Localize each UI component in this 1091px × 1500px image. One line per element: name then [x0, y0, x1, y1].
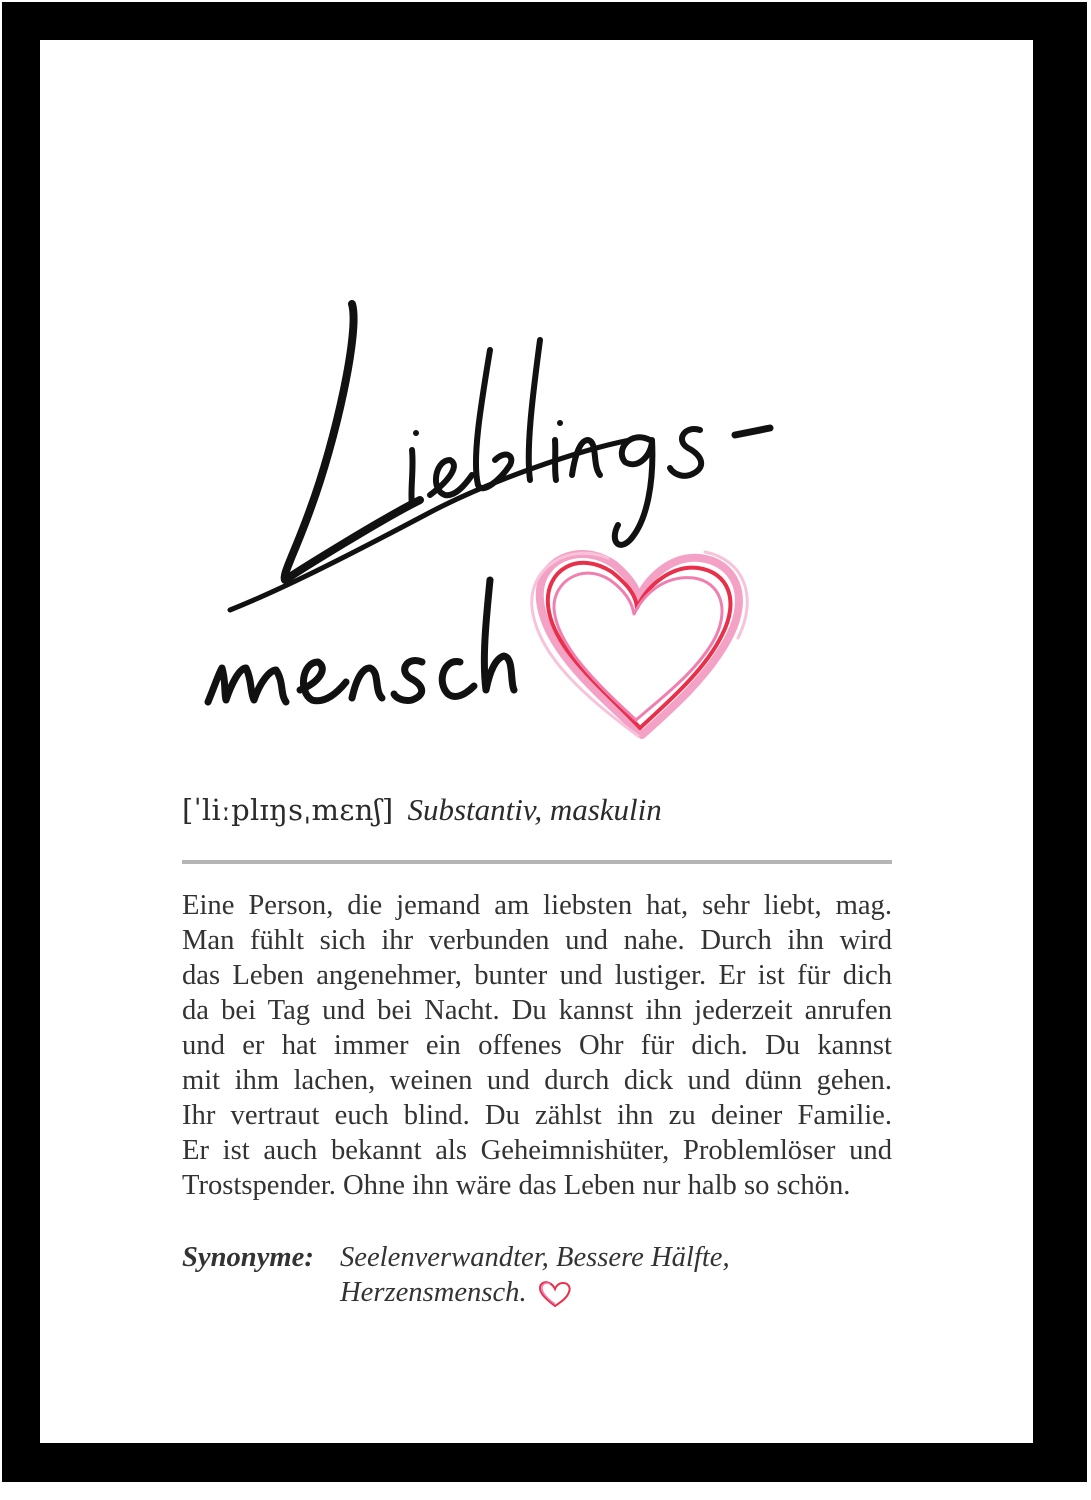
synonyms-line: Herzensmensch. — [340, 1277, 527, 1308]
definition-text — [182, 888, 892, 1203]
definition-line: Ihr vertraut euch blind. Du zählst ihn zu deiner Familie. — [182, 1100, 892, 1131]
definition-line: da bei Tag und bei Nacht. Du kannst ihn jederzeit anrufen — [182, 995, 892, 1026]
picture-frame — [2, 2, 1087, 1482]
title-line1-script — [230, 304, 770, 610]
divider — [182, 860, 892, 864]
definition-line: Eine Person, die jemand am liebsten hat, sehr liebt, mag. — [182, 890, 892, 921]
definition-line: mit ihm lachen, weinen und durch dick und dünn gehen. — [182, 1065, 892, 1096]
synonyms-list — [340, 1240, 900, 1310]
definition-line: das Leben angenehmer, bunter und lustiger. Er ist für dich — [182, 960, 892, 991]
definition-line: Man fühlt sich ihr verbunden und nahe. Durch ihn wird — [182, 925, 892, 956]
definition-line: Er ist auch bekannt als Geheimnishüter, Problemlöser und — [182, 1135, 892, 1166]
definition-line: Trostspender. Ohne ihn wäre das Leben nur halb so schön. — [182, 1170, 851, 1201]
pronunciation-line — [182, 792, 902, 828]
pronunciation: [ˈliːplɪŋsˌmɛnʃ] — [182, 793, 394, 827]
title-handwriting — [160, 290, 880, 770]
big-heart-icon — [532, 552, 748, 736]
part-of-speech: Substantiv, maskulin — [407, 792, 662, 827]
synonyms-line: Seelenverwandter, Bessere Hälfte, — [340, 1242, 730, 1273]
synonyms-label: Synonyme: — [182, 1242, 314, 1273]
poster-paper — [40, 40, 1033, 1443]
small-heart-icon — [537, 1278, 573, 1310]
definition-line: und er hat immer ein offenes Ohr für dich. Du kannst — [182, 1030, 892, 1061]
synonyms-line-2 — [340, 1275, 900, 1310]
